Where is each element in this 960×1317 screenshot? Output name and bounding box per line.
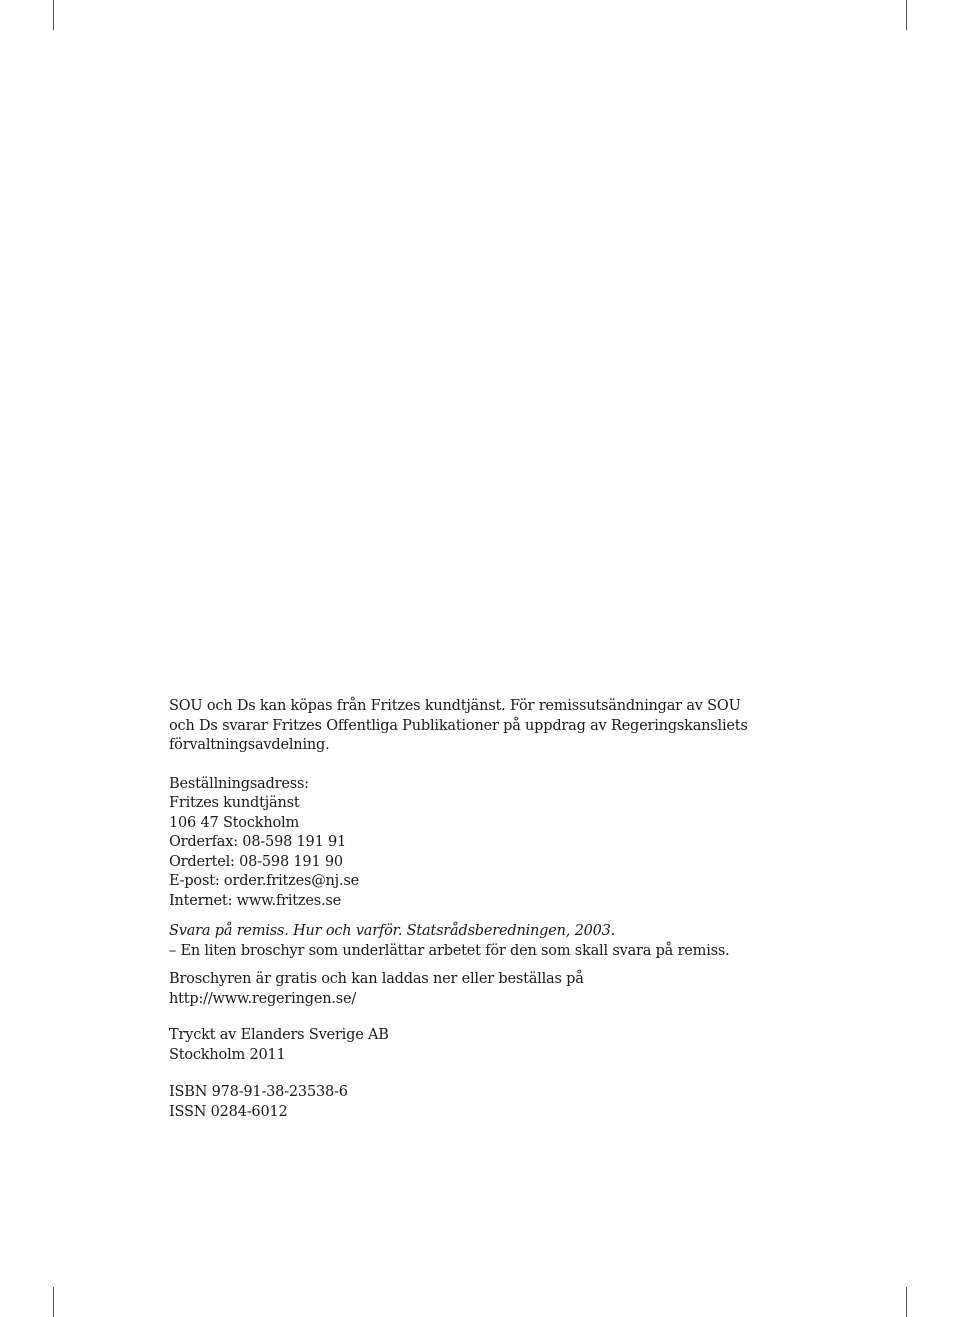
order-address (169, 775, 769, 912)
order-email: E-post: order.fritzes@nj.se (169, 873, 359, 889)
brochure-reference (169, 922, 769, 961)
order-web: Internet: www.fritzes.se (169, 892, 342, 909)
crop-mark-bottom-right (906, 1287, 907, 1317)
identifiers (169, 1083, 769, 1122)
crop-mark-bottom-left (53, 1287, 54, 1317)
intro-line: SOU och Ds kan köpas från Fritzes kundtjänst. För remissutsändningar av SOU (169, 698, 741, 714)
order-heading: Beställningsadress: (169, 775, 309, 792)
brochure-url: http://www.regeringen.se/ (169, 990, 357, 1007)
isbn: ISBN 978-91-38-23538-6 (169, 1084, 348, 1100)
intro-line: förvaltningsavdelning. (169, 737, 330, 753)
brochure-title: Svara på remiss. Hur och varför. Statsrådsberedningen, 2003. (169, 923, 616, 939)
order-name: Fritzes kundtjänst (169, 795, 300, 811)
intro-paragraph (169, 697, 769, 756)
brochure-info-line: Broschyren är gratis och kan laddas ner eller beställas på (169, 971, 584, 987)
colophon (169, 697, 769, 1122)
brochure-info (169, 970, 769, 1009)
order-fax: Orderfax: 08-598 191 91 (169, 834, 347, 850)
printer-name: Tryckt av Elanders Sverige AB (169, 1027, 389, 1043)
issn: ISSN 0284-6012 (169, 1103, 288, 1120)
order-tel: Ordertel: 08-598 191 90 (169, 853, 343, 870)
print-place-year: Stockholm 2011 (169, 1046, 286, 1063)
intro-line: och Ds svarar Fritzes Offentliga Publikationer på uppdrag av Regeringskansliets (169, 717, 748, 734)
crop-mark-top-left (53, 0, 54, 30)
brochure-subtitle: – En liten broschyr som underlättar arbetet för den som skall svara på remiss. (169, 942, 730, 959)
order-postal-address: 106 47 Stockholm (169, 814, 299, 831)
print-info (169, 1026, 769, 1065)
crop-mark-top-right (906, 0, 907, 30)
